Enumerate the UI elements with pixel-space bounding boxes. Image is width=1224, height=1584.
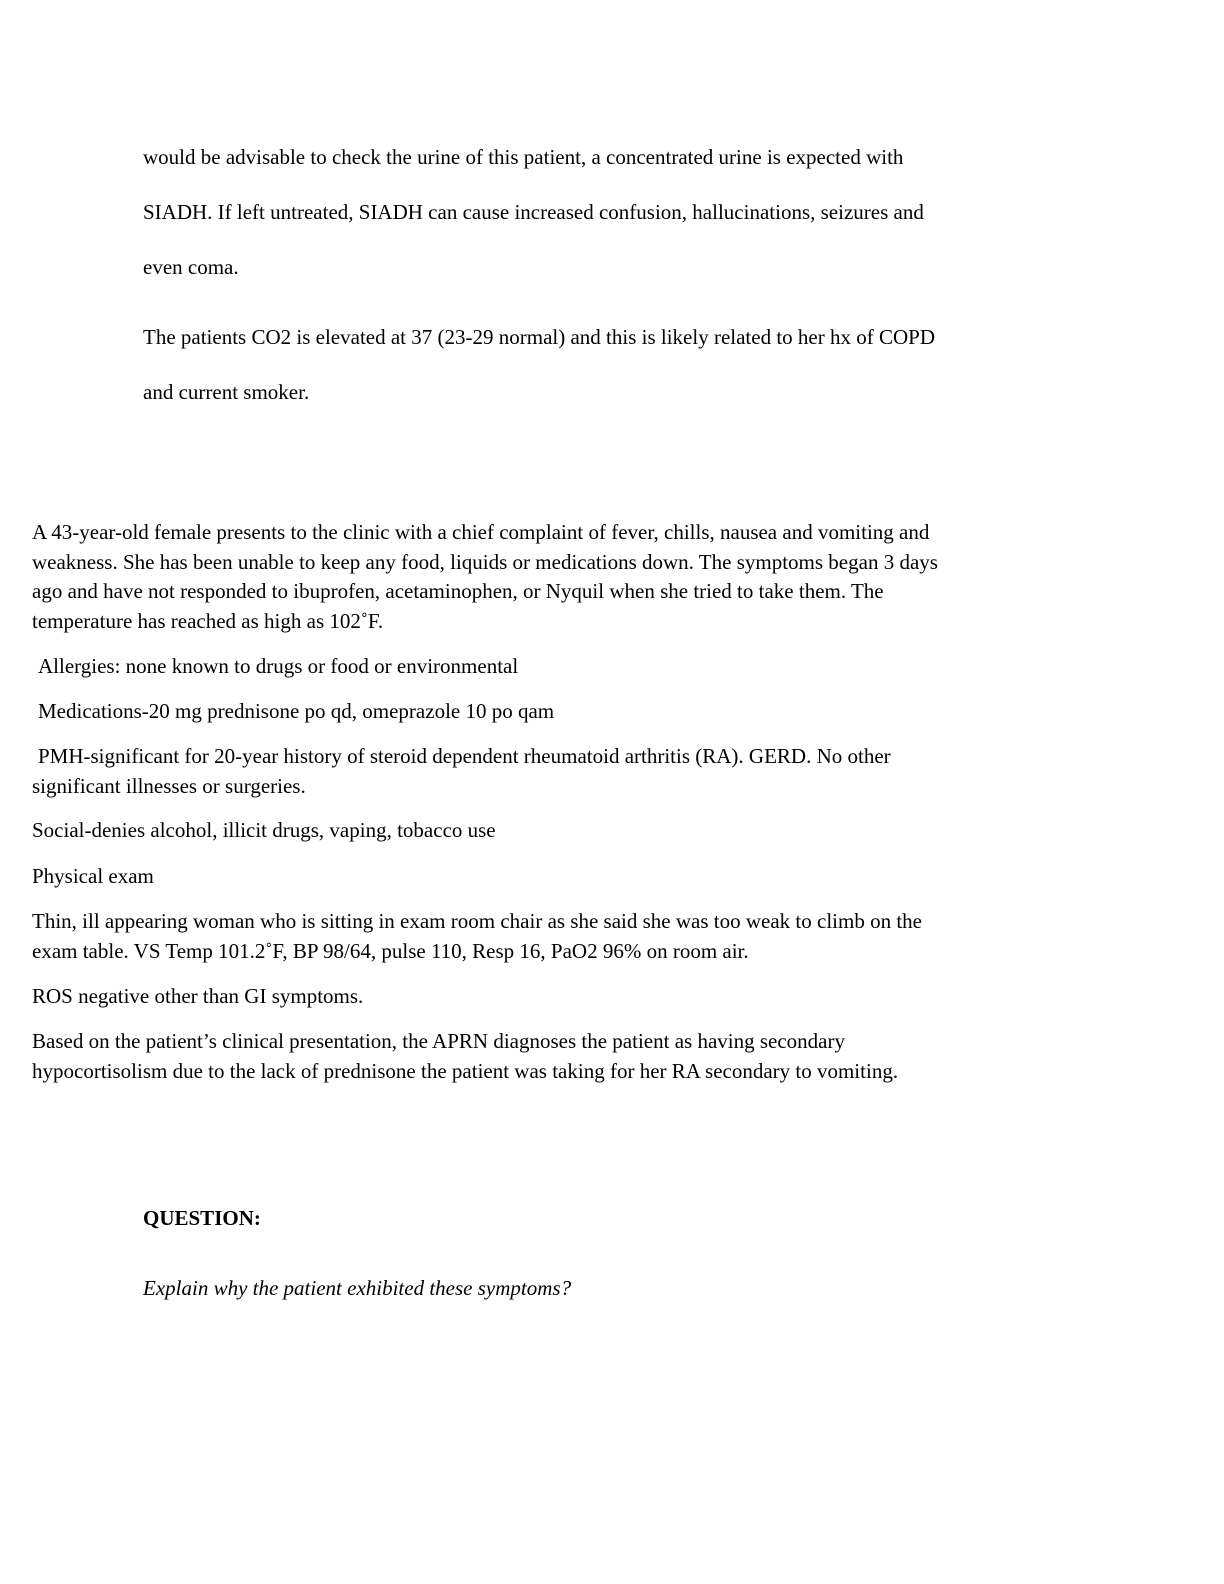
physical-exam-line: exam table. VS Temp 101.2˚F, BP 98/64, pulse 110, Resp 16, PaO2 96% on room air. <box>32 938 749 963</box>
continuation-line-3: even coma. <box>143 255 239 279</box>
diagnosis-line: hypocortisolism due to the lack of prednisone the patient was taking for her RA secondary to vomiting. <box>32 1058 899 1083</box>
medications: Medications-20 mg prednisone po qd, omeprazole 10 po qam <box>38 699 555 723</box>
pmh-line: significant illnesses or surgeries. <box>32 773 306 798</box>
physical-exam-heading: Physical exam <box>32 864 154 888</box>
physical-exam-line: Thin, ill appearing woman who is sitting in exam room chair as she said she was too weak to climb on the <box>32 909 922 933</box>
presentation-line: ago and have not responded to ibuprofen, acetaminophen, or Nyquil when she tried to take them. The <box>32 579 884 603</box>
diagnosis-line: Based on the patient’s clinical presentation, the APRN diagnoses the patient as having secondary <box>32 1029 845 1053</box>
diagnosis <box>32 1027 1092 1086</box>
allergies: Allergies: none known to drugs or food or environmental <box>38 654 519 678</box>
ros: ROS negative other than GI symptoms. <box>32 984 364 1008</box>
continuation-line-2: SIADH. If left untreated, SIADH can cause increased confusion, hallucinations, seizures and <box>143 200 924 224</box>
question-heading: QUESTION: <box>143 1206 261 1230</box>
physical-exam <box>32 907 1092 966</box>
co2-line-2: and current smoker. <box>143 380 310 404</box>
pmh-line: PMH-significant for 20-year history of steroid dependent rheumatoid arthritis (RA). GERD. No other <box>38 744 891 768</box>
co2-line-1: The patients CO2 is elevated at 37 (23-29 normal) and this is likely related to her hx of COPD <box>143 325 935 349</box>
case-presentation <box>32 518 1092 636</box>
pmh <box>32 742 1092 801</box>
presentation-line: A 43-year-old female presents to the clinic with a chief complaint of fever, chills, nausea and vomiting and <box>32 520 930 544</box>
question-text: Explain why the patient exhibited these symptoms? <box>143 1276 572 1300</box>
continuation-line-1: would be advisable to check the urine of this patient, a concentrated urine is expected with <box>143 145 904 169</box>
presentation-line: temperature has reached as high as 102˚F. <box>32 608 384 633</box>
presentation-line: weakness. She has been unable to keep any food, liquids or medications down. The symptoms began 3 days <box>32 549 938 574</box>
social-history: Social-denies alcohol, illicit drugs, vaping, tobacco use <box>32 818 496 842</box>
